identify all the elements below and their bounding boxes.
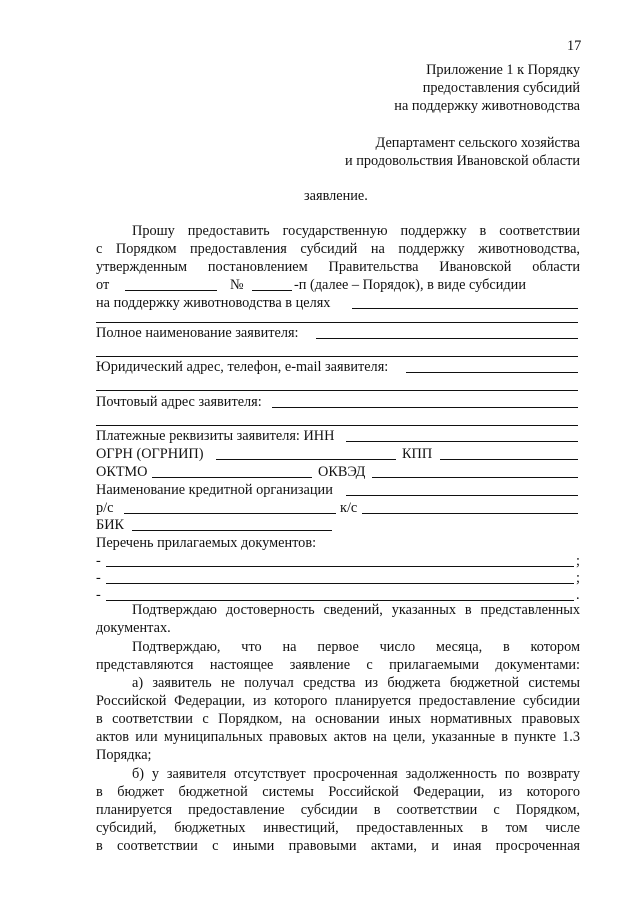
item-a-line-2: Российской Федерации, из которого планируется предоставление субсидии <box>96 693 580 709</box>
item-b-line-5: в соответствии с иными правовыми актами, и иная просроченная <box>96 838 580 854</box>
oktmo-blank[interactable] <box>152 477 312 478</box>
doc-item-1-dash: - <box>96 553 101 569</box>
kpp-blank[interactable] <box>440 459 578 460</box>
confirm1-line-1: Подтверждаю достоверность сведений, указанных в представленных <box>132 602 580 618</box>
doc-item-1-blank[interactable] <box>106 566 574 567</box>
item-a-line-1: а) заявитель не получал средства из бюджета бюджетной системы <box>132 675 580 691</box>
confirm2-line-2: представляются настоящее заявление с прилагаемыми документами: <box>96 657 580 673</box>
item-b-line-1: б) у заявителя отсутствует просроченная задолженность по возврату <box>132 766 580 782</box>
addressee-line-2: и продовольствия Ивановской области <box>344 153 580 169</box>
intro-from-label: от <box>96 277 110 293</box>
purpose-blank-2[interactable] <box>96 322 578 323</box>
item-b-line-2: в бюджет бюджетной системы Российской Федерации, из которого <box>96 784 580 800</box>
ks-blank[interactable] <box>362 513 578 514</box>
documents-list-label: Перечень прилагаемых документов: <box>96 535 317 551</box>
okved-label: ОКВЭД <box>318 464 366 480</box>
legal-address-blank-1[interactable] <box>406 372 578 373</box>
ogrn-blank[interactable] <box>216 459 396 460</box>
annex-line-1: Приложение 1 к Порядку <box>426 62 580 78</box>
inn-blank[interactable] <box>346 441 578 442</box>
bik-blank[interactable] <box>132 530 332 531</box>
oktmo-label: ОКТМО <box>96 464 148 480</box>
page-number: 17 <box>567 38 582 54</box>
bik-label: БИК <box>96 517 125 533</box>
confirm2-line-1: Подтверждаю, что на первое число месяца, в котором <box>132 639 580 655</box>
legal-address-label: Юридический адрес, телефон, e-mail заявителя: <box>96 359 389 375</box>
intro-line-2: с Порядком предоставления субсидий на поддержку животноводства, <box>96 241 580 257</box>
postal-address-blank-2[interactable] <box>96 425 578 426</box>
kpp-label: КПП <box>402 446 433 462</box>
ogrn-label: ОГРН (ОГРНИП) <box>96 446 204 462</box>
okved-blank[interactable] <box>372 477 578 478</box>
item-a-line-5: Порядка; <box>96 747 152 763</box>
postal-address-blank-1[interactable] <box>272 407 578 408</box>
full-name-label: Полное наименование заявителя: <box>96 325 299 341</box>
doc-item-2-end: ; <box>576 570 580 586</box>
intro-line-5: на поддержку животноводства в целях <box>96 295 331 311</box>
decree-date-blank[interactable] <box>125 290 217 291</box>
legal-address-blank-2[interactable] <box>96 390 578 391</box>
addressee-line-1: Департамент сельского хозяйства <box>375 135 580 151</box>
ks-label: к/с <box>340 500 358 516</box>
item-a-line-4: актов или муниципальных правовых актов на цели, указанные в пункте 1.3 <box>96 729 580 745</box>
postal-address-label: Почтовый адрес заявителя: <box>96 394 262 410</box>
intro-line-4-rest: -п (далее – Порядок), в виде субсидии <box>294 277 526 293</box>
annex-line-2: предоставления субсидий <box>422 80 580 96</box>
document-title: заявление. <box>304 188 368 204</box>
doc-item-1-end: ; <box>576 553 580 569</box>
item-b-line-4: субсидий, бюджетных инвестиций, предоставленных в том числе <box>96 820 580 836</box>
intro-number-sign: № <box>230 277 244 293</box>
annex-line-3: на поддержку животноводства <box>394 98 580 114</box>
rs-label: р/с <box>96 500 114 516</box>
full-name-blank-2[interactable] <box>96 356 578 357</box>
doc-item-2-blank[interactable] <box>106 583 574 584</box>
item-a-line-3: в соответствии с Порядком, на основании иных нормативных правовых <box>96 711 580 727</box>
intro-line-3: утвержденным постановлением Правительства Ивановской области <box>96 259 580 275</box>
confirm1-line-2: документах. <box>96 620 171 636</box>
doc-item-2-dash: - <box>96 570 101 586</box>
doc-item-3-dash: - <box>96 587 101 603</box>
item-b-line-3: планируется предоставление субсидии в соответствии с Порядком, <box>96 802 580 818</box>
payment-inn-label: Платежные реквизиты заявителя: ИНН <box>96 428 335 444</box>
purpose-blank-1[interactable] <box>352 308 578 309</box>
intro-line-1: Прошу предоставить государственную поддержку в соответствии <box>132 223 580 239</box>
bank-name-label: Наименование кредитной организации <box>96 482 333 498</box>
bank-name-blank[interactable] <box>346 495 578 496</box>
doc-item-3-end: . <box>576 587 580 603</box>
decree-number-blank[interactable] <box>252 290 292 291</box>
rs-blank[interactable] <box>124 513 336 514</box>
full-name-blank-1[interactable] <box>316 338 578 339</box>
